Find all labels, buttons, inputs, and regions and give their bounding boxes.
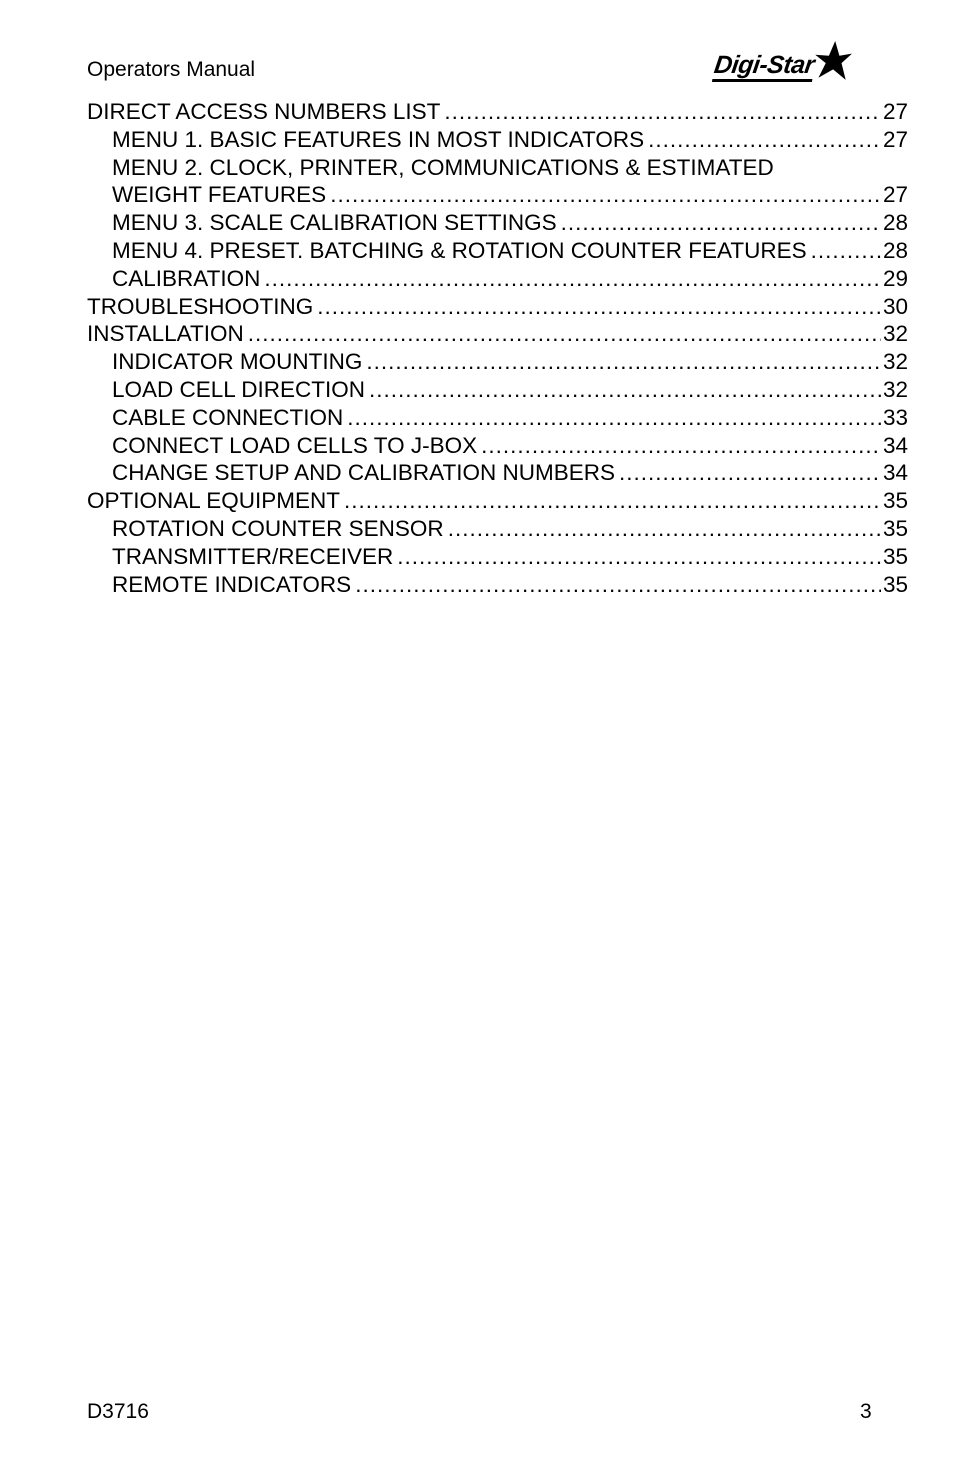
toc-entry[interactable] bbox=[87, 459, 908, 487]
toc-entry-page: 35 bbox=[882, 515, 908, 541]
toc-leader-dots bbox=[264, 265, 881, 293]
toc-leader-dots bbox=[347, 404, 881, 432]
toc-leader-dots bbox=[397, 543, 881, 571]
toc-entry-title: OPTIONAL EQUIPMENT bbox=[87, 488, 340, 514]
toc-entry-title: CALIBRATION bbox=[112, 265, 261, 291]
toc-entry-page: 28 bbox=[882, 210, 908, 236]
toc-entry-page: 29 bbox=[882, 265, 908, 291]
toc-entry-page: 32 bbox=[882, 349, 908, 375]
toc-entry-title: WEIGHT FEATURES bbox=[112, 182, 327, 208]
toc-entry-page: 32 bbox=[882, 321, 908, 347]
toc-entry-title: MENU 1. BASIC FEATURES IN MOST INDICATORS bbox=[112, 126, 645, 152]
toc-entry[interactable] bbox=[87, 543, 908, 571]
toc-leader-dots bbox=[317, 293, 881, 321]
toc-entry-page: 27 bbox=[882, 182, 908, 208]
toc-leader-dots bbox=[648, 126, 881, 154]
toc-entry-page: 32 bbox=[882, 376, 908, 402]
toc-entry[interactable] bbox=[87, 571, 908, 599]
toc-entry-title: MENU 3. SCALE CALIBRATION SETTINGS bbox=[112, 210, 557, 236]
toc-entry[interactable] bbox=[87, 348, 908, 376]
toc-entry[interactable] bbox=[87, 126, 908, 154]
star-icon bbox=[810, 40, 852, 82]
toc-leader-dots bbox=[444, 98, 881, 126]
toc-entry-title: ROTATION COUNTER SENSOR bbox=[112, 515, 444, 541]
toc-entry-title: INDICATOR MOUNTING bbox=[112, 349, 363, 375]
toc-entry-page: 30 bbox=[882, 293, 908, 319]
toc-entry[interactable] bbox=[87, 432, 908, 460]
table-of-contents bbox=[87, 98, 908, 598]
toc-entry-title: DIRECT ACCESS NUMBERS LIST bbox=[87, 99, 441, 124]
toc-entry-title: INSTALLATION bbox=[87, 321, 244, 347]
toc-entry-page: 27 bbox=[882, 126, 908, 152]
toc-leader-dots bbox=[344, 487, 881, 515]
toc-entry-page: 35 bbox=[882, 543, 908, 569]
toc-entry[interactable] bbox=[87, 515, 908, 543]
digi-star-logo bbox=[714, 40, 852, 82]
footer-doc-code: D3716 bbox=[87, 1400, 149, 1423]
toc-entry-title: CONNECT LOAD CELLS TO J-BOX bbox=[112, 432, 478, 458]
toc-entry[interactable] bbox=[87, 265, 908, 293]
toc-entry[interactable] bbox=[87, 237, 908, 265]
toc-entry-title: MENU 4. PRESET. BATCHING & ROTATION COUNTER FEATURES bbox=[112, 237, 807, 263]
toc-entry-page: 27 bbox=[882, 99, 908, 124]
toc-entry-title: CHANGE SETUP AND CALIBRATION NUMBERS bbox=[112, 460, 616, 486]
toc-entry-page: 35 bbox=[882, 571, 908, 597]
toc-entry-page: 34 bbox=[882, 460, 908, 486]
toc-entry[interactable] bbox=[87, 209, 908, 237]
footer-page-number: 3 bbox=[860, 1400, 872, 1423]
toc-leader-dots bbox=[355, 571, 881, 599]
toc-entry[interactable] bbox=[87, 487, 908, 515]
toc-entry-page: 33 bbox=[882, 404, 908, 430]
toc-entry-title: TRANSMITTER/RECEIVER bbox=[112, 543, 394, 569]
toc-entry-page: 28 bbox=[882, 237, 908, 263]
toc-entry[interactable] bbox=[87, 98, 908, 126]
toc-entry-title-line1[interactable]: MENU 2. CLOCK, PRINTER, COMMUNICATIONS & ESTIMATED bbox=[112, 154, 774, 180]
toc-leader-dots bbox=[369, 376, 881, 404]
toc-entry-title: REMOTE INDICATORS bbox=[112, 571, 352, 597]
toc-leader-dots bbox=[248, 320, 881, 348]
toc-leader-dots bbox=[448, 515, 881, 543]
toc-leader-dots bbox=[481, 432, 881, 460]
toc-entry[interactable] bbox=[87, 293, 908, 321]
toc-entry[interactable] bbox=[87, 181, 908, 209]
toc-entry[interactable] bbox=[87, 320, 908, 348]
toc-entry-title: TROUBLESHOOTING bbox=[87, 293, 314, 319]
toc-entry[interactable] bbox=[87, 376, 908, 404]
toc-leader-dots bbox=[366, 348, 881, 376]
toc-leader-dots bbox=[330, 181, 881, 209]
header-title: Operators Manual bbox=[87, 58, 256, 81]
toc-entry[interactable] bbox=[87, 404, 908, 432]
toc-entry-page: 35 bbox=[882, 488, 908, 514]
logo-text: Digi-Star bbox=[712, 53, 816, 82]
toc-leader-dots bbox=[619, 459, 881, 487]
toc-entry-title: LOAD CELL DIRECTION bbox=[112, 376, 365, 402]
toc-leader-dots bbox=[561, 209, 881, 237]
toc-entry-page: 34 bbox=[882, 432, 908, 458]
toc-leader-dots bbox=[811, 237, 881, 265]
toc-entry-title: CABLE CONNECTION bbox=[112, 404, 344, 430]
